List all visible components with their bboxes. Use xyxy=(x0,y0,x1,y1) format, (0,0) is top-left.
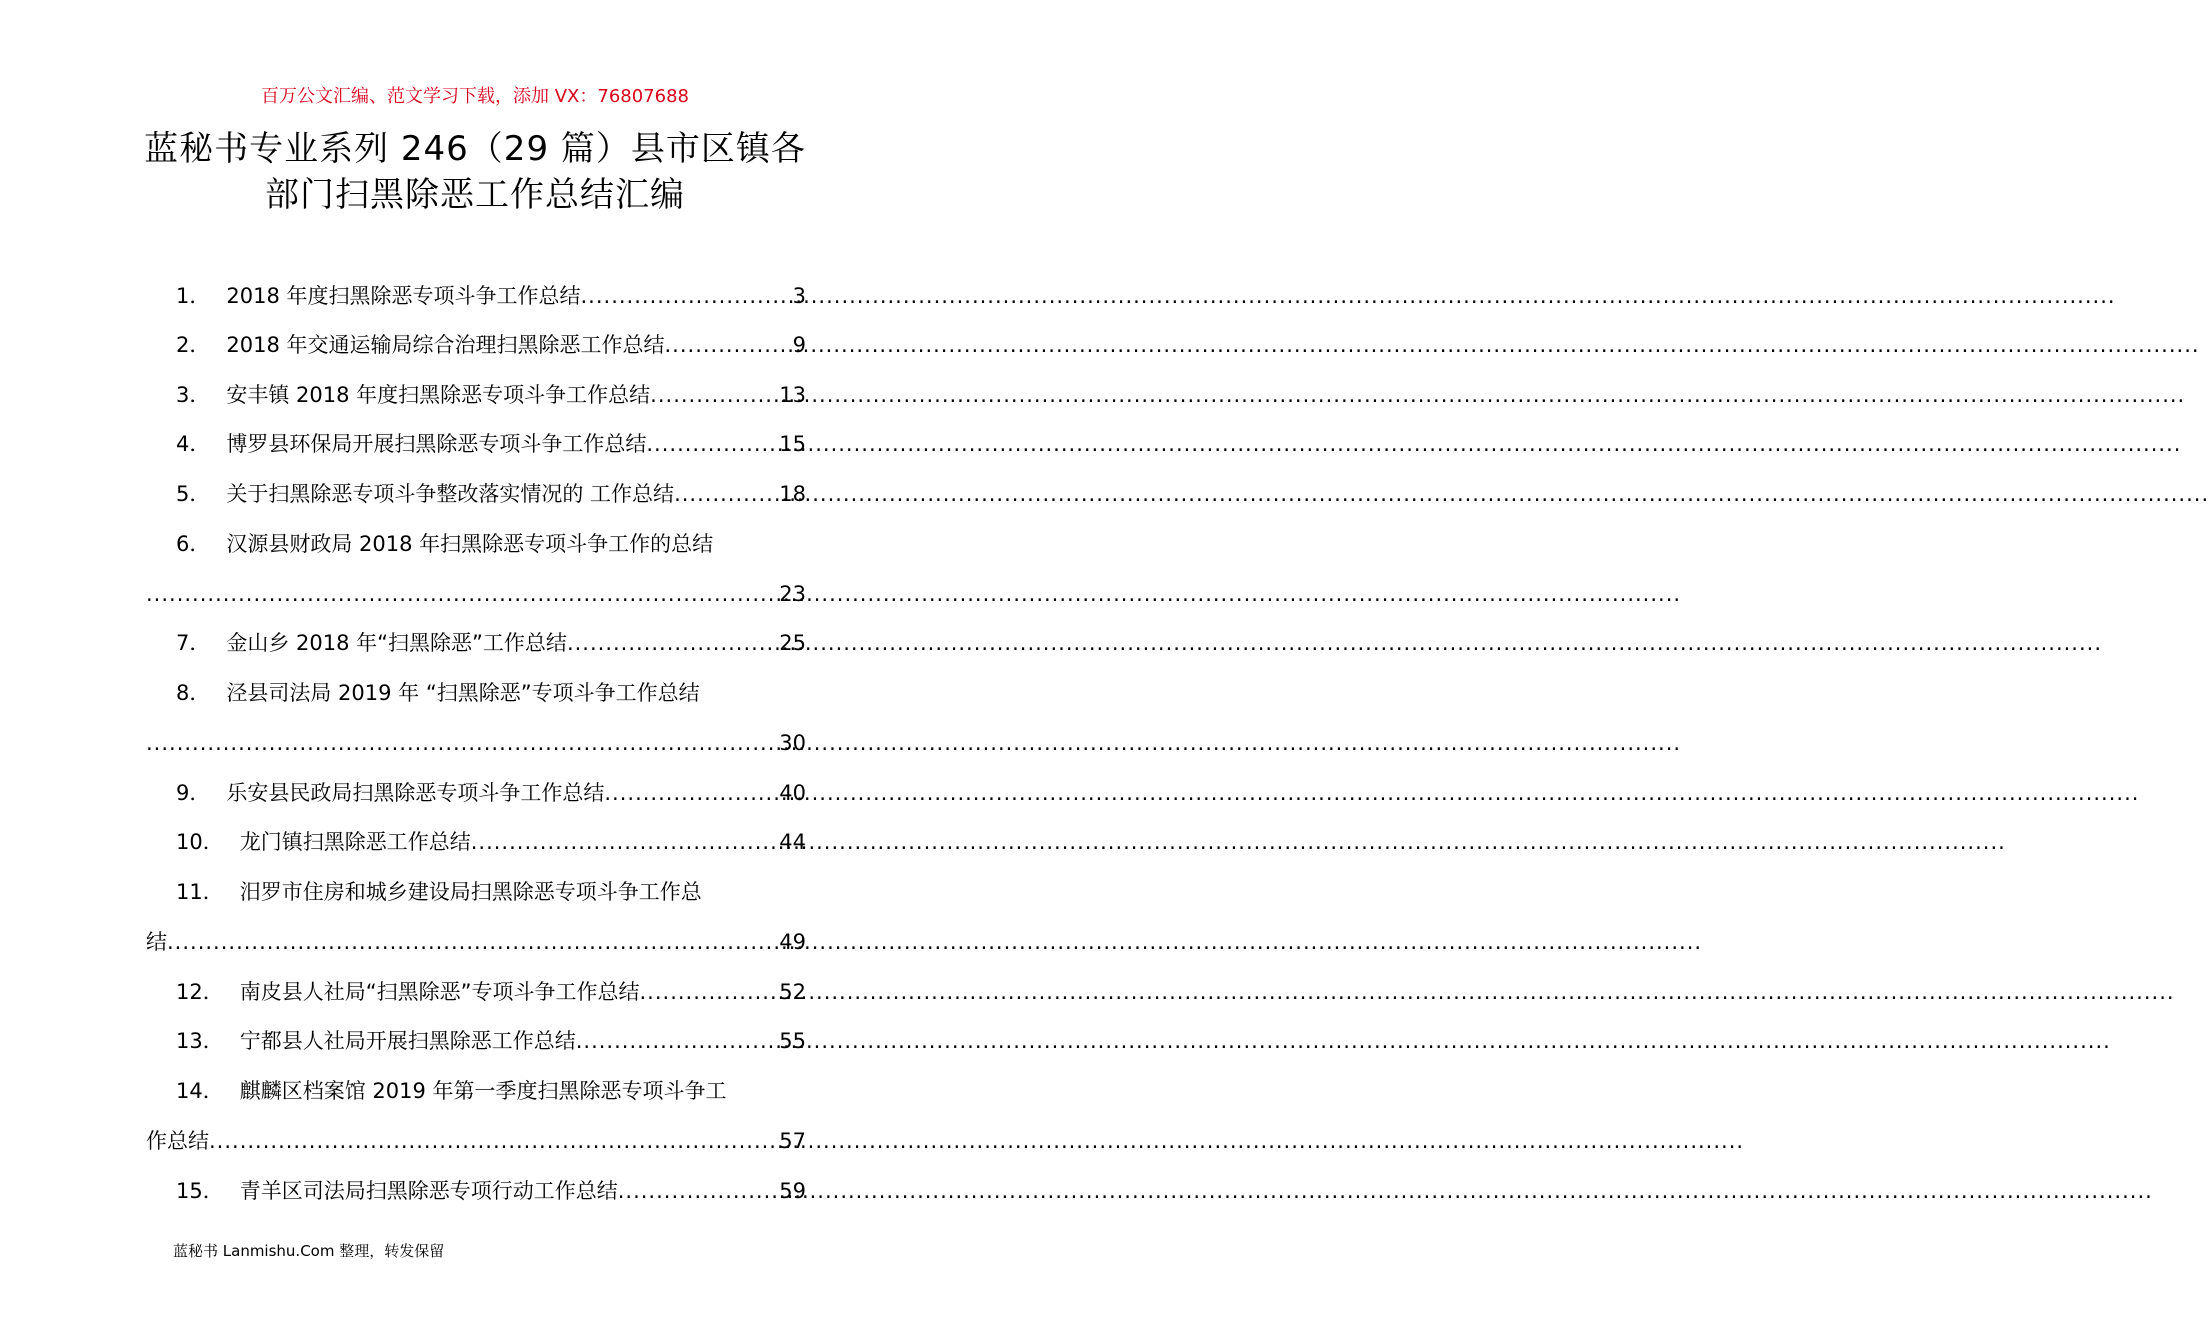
toc-number: 4． xyxy=(176,432,211,456)
toc-leader xyxy=(604,775,777,811)
promo-banner: 百万公文汇编、范文学习下载，添加 VX：76807688 xyxy=(261,86,689,107)
toc-entry-continuation[interactable] xyxy=(146,924,806,960)
toc-title: 龙门镇扫黑除恶工作总结 xyxy=(239,830,471,854)
toc-leader xyxy=(146,725,777,761)
toc-title-continued: 结 xyxy=(146,930,167,954)
toc-number: 7． xyxy=(176,631,211,655)
toc-title: 2018 年度扫黑除恶专项斗争工作总结 xyxy=(226,284,581,308)
toc-number: 12． xyxy=(176,980,224,1004)
toc-entry[interactable] xyxy=(146,625,806,661)
toc-page: 18 xyxy=(779,482,806,506)
toc-page: 9 xyxy=(792,333,806,357)
toc-number: 11． xyxy=(176,880,224,904)
toc-leader xyxy=(576,1023,778,1059)
toc-title: 安丰镇 2018 年度扫黑除恶专项斗争工作总结 xyxy=(226,383,651,407)
toc-title: 乐安县民政局扫黑除恶专项斗争工作总结 xyxy=(226,781,605,805)
toc-page: 15 xyxy=(779,432,806,456)
toc-title: 关于扫黑除恶专项斗争整改落实情况的 工作总结 xyxy=(226,482,675,506)
toc-leader xyxy=(146,576,777,612)
toc-number: 14． xyxy=(176,1079,224,1103)
toc-entry[interactable] xyxy=(146,974,806,1010)
toc-entry-continuation[interactable] xyxy=(146,1123,806,1159)
toc-leader xyxy=(471,824,778,860)
toc-page: 59 xyxy=(779,1179,806,1203)
toc-number: 1． xyxy=(176,284,211,308)
toc-entry[interactable] xyxy=(146,1073,806,1109)
toc-entry[interactable] xyxy=(146,874,806,910)
toc-page: 52 xyxy=(779,980,806,1004)
toc-page: 55 xyxy=(779,1029,806,1053)
toc-title: 金山乡 2018 年“扫黑除恶”工作总结 xyxy=(226,631,567,655)
toc-entry[interactable] xyxy=(146,476,806,512)
toc-leader xyxy=(618,1173,778,1209)
toc-title: 青羊区司法局扫黑除恶专项行动工作总结 xyxy=(239,1179,618,1203)
toc-number: 8． xyxy=(176,681,211,705)
toc-page: 44 xyxy=(779,830,806,854)
toc-title: 泾县司法局 2019 年 “扫黑除恶”专项斗争工作总结 xyxy=(226,681,700,705)
toc-leader xyxy=(567,625,777,661)
toc-title: 汉源县财政局 2018 年扫黑除恶专项斗争工作的总结 xyxy=(226,532,714,556)
toc-number: 6． xyxy=(176,532,211,556)
toc-title: 麒麟区档案馆 2019 年第一季度扫黑除恶专项斗争工 xyxy=(239,1079,727,1103)
toc-entry-continuation[interactable] xyxy=(146,576,806,612)
toc-leader xyxy=(167,924,777,960)
toc-leader xyxy=(674,476,777,512)
toc-entry[interactable] xyxy=(146,426,806,462)
document-title-line-1: 蓝秘书专业系列 246（29 篇）县市区镇各 xyxy=(144,129,806,169)
toc-number: 13． xyxy=(176,1029,224,1053)
toc-page: 30 xyxy=(779,731,806,755)
toc-page: 40 xyxy=(779,781,806,805)
toc-title-continued: 作总结 xyxy=(146,1129,209,1153)
toc-title: 宁都县人社局开展扫黑除恶工作总结 xyxy=(239,1029,576,1053)
toc-leader xyxy=(581,278,791,314)
toc-page: 3 xyxy=(792,284,806,308)
document-title-line-2: 部门扫黑除恶工作总结汇编 xyxy=(265,175,685,215)
toc-title: 汨罗市住房和城乡建设局扫黑除恶专项斗争工作总 xyxy=(239,880,702,904)
toc-entry[interactable] xyxy=(146,1023,806,1059)
toc-page: 57 xyxy=(779,1129,806,1153)
toc-number: 5． xyxy=(176,482,211,506)
table-of-contents xyxy=(146,0,806,1344)
page-footer: 蓝秘书 Lanmishu.Com 整理，转发保留 xyxy=(173,1242,445,1260)
toc-leader xyxy=(209,1123,777,1159)
toc-entry[interactable] xyxy=(146,377,806,413)
toc-number: 15． xyxy=(176,1179,224,1203)
toc-title: 2018 年交通运输局综合治理扫黑除恶工作总结 xyxy=(226,333,665,357)
toc-page: 13 xyxy=(779,383,806,407)
toc-leader xyxy=(640,974,778,1010)
toc-entry[interactable] xyxy=(146,278,806,314)
toc-page: 49 xyxy=(779,930,806,954)
toc-entry[interactable] xyxy=(146,327,806,363)
toc-entry[interactable] xyxy=(146,526,806,562)
toc-page: 23 xyxy=(779,582,806,606)
toc-page: 25 xyxy=(779,631,806,655)
toc-number: 3． xyxy=(176,383,211,407)
toc-title: 南皮县人社局“扫黑除恶”专项斗争工作总结 xyxy=(239,980,640,1004)
toc-entry[interactable] xyxy=(146,824,806,860)
toc-leader xyxy=(650,377,777,413)
toc-title: 博罗县环保局开展扫黑除恶专项斗争工作总结 xyxy=(226,432,647,456)
toc-entry[interactable] xyxy=(146,1173,806,1209)
toc-entry-continuation[interactable] xyxy=(146,725,806,761)
toc-leader xyxy=(665,327,791,363)
toc-entry[interactable] xyxy=(146,675,806,711)
toc-entry[interactable] xyxy=(146,775,806,811)
toc-number: 2． xyxy=(176,333,211,357)
toc-number: 9． xyxy=(176,781,211,805)
toc-leader xyxy=(646,426,777,462)
toc-number: 10． xyxy=(176,830,224,854)
